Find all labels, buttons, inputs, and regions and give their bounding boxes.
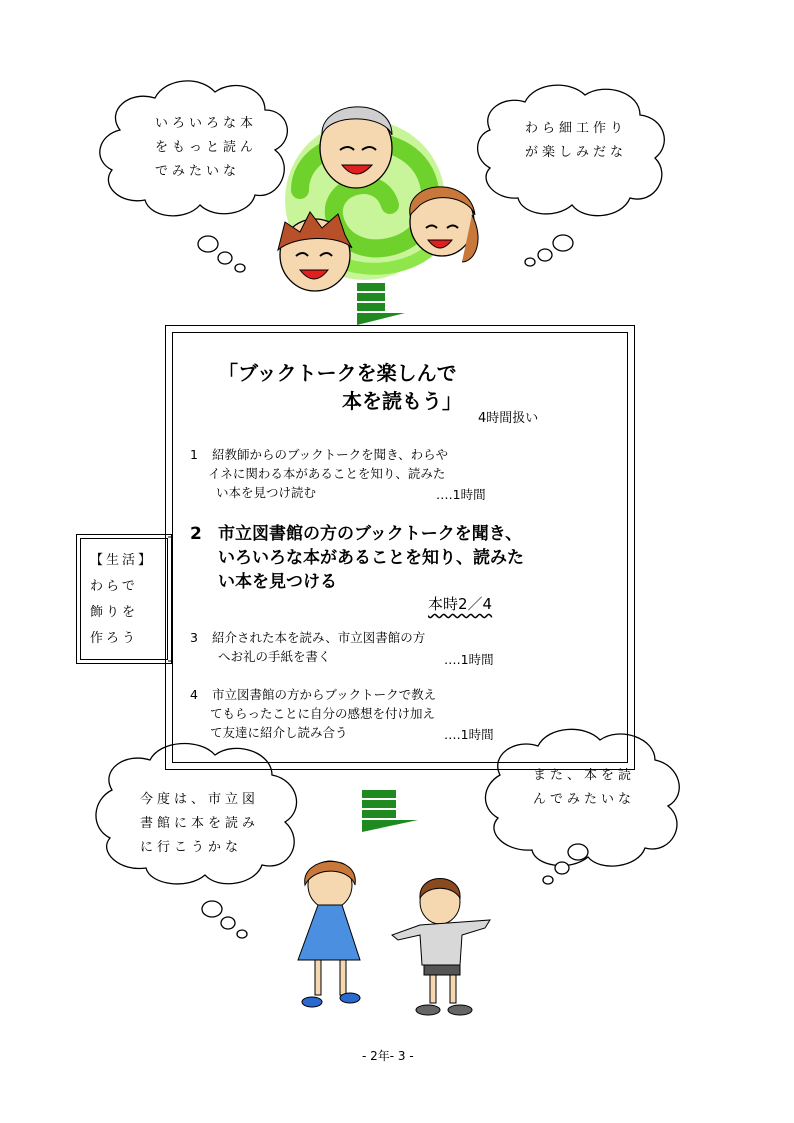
item-1-line1: 紹教師からのブックトークを聞き、わらや xyxy=(212,447,449,462)
item-4-line3: て友達に紹介し読み合う xyxy=(210,725,348,740)
item-4-time: ‥‥1時間 xyxy=(444,727,494,742)
item-2-time: 本時2／4 xyxy=(428,595,493,613)
bubble-text-top-left: いろいろな本 をもっと読ん でみたいな xyxy=(155,116,258,179)
item-3-time: ‥‥1時間 xyxy=(444,652,494,667)
side-box-text: 【生活】 わらで 飾りを 作ろう xyxy=(90,553,155,646)
down-arrow-icon-top xyxy=(357,283,405,325)
item-1-line3: い本を見つけ読む xyxy=(216,485,317,500)
unit-title-line2: 本を読もう」 xyxy=(342,389,462,413)
hours-label: 4時間扱い xyxy=(478,411,539,426)
item-3-line2: へお礼の手紙を書く xyxy=(218,649,331,664)
bubble-text-top-right: わら細工作り が楽しみだな xyxy=(525,121,628,160)
item-2-line1: 市立図書館の方のブックトークを聞き、 xyxy=(218,524,523,544)
down-arrow-icon-bottom xyxy=(362,790,418,832)
item-1-number: 1 xyxy=(190,447,198,462)
item-2-line3: い本を見つける xyxy=(218,572,337,592)
item-4-number: 4 xyxy=(190,687,198,702)
page-number: - 2年- 3 - xyxy=(362,1049,414,1063)
elderly-man-face-illustration xyxy=(320,107,392,188)
bubble-text-bottom-right: また、本を読 んでみたいな xyxy=(533,768,636,807)
item-3-number: 3 xyxy=(190,630,198,645)
bubble-text-bottom-left: 今度は、市立図 書館に本を読み に行こうかな xyxy=(140,792,260,855)
girl-student-illustration xyxy=(298,861,360,1007)
unit-title-line1: 「ブックトークを楽しんで xyxy=(218,361,457,385)
item-2-number: 2 xyxy=(190,524,202,544)
boy-student-illustration xyxy=(392,879,490,1016)
item-4-line2: てもらったことに自分の感想を付け加え xyxy=(210,706,436,721)
item-3-line1: 紹介された本を読み、市立図書館の方 xyxy=(212,630,426,645)
item-1-line2: イネに関わる本があることを知り、読みた xyxy=(208,466,446,481)
item-2-line2: いろいろな本があることを知り、読みた xyxy=(218,548,524,568)
item-4-line1: 市立図書館の方からブックトークで教え xyxy=(212,687,437,702)
item-1-time: ‥‥1時間 xyxy=(436,487,486,502)
